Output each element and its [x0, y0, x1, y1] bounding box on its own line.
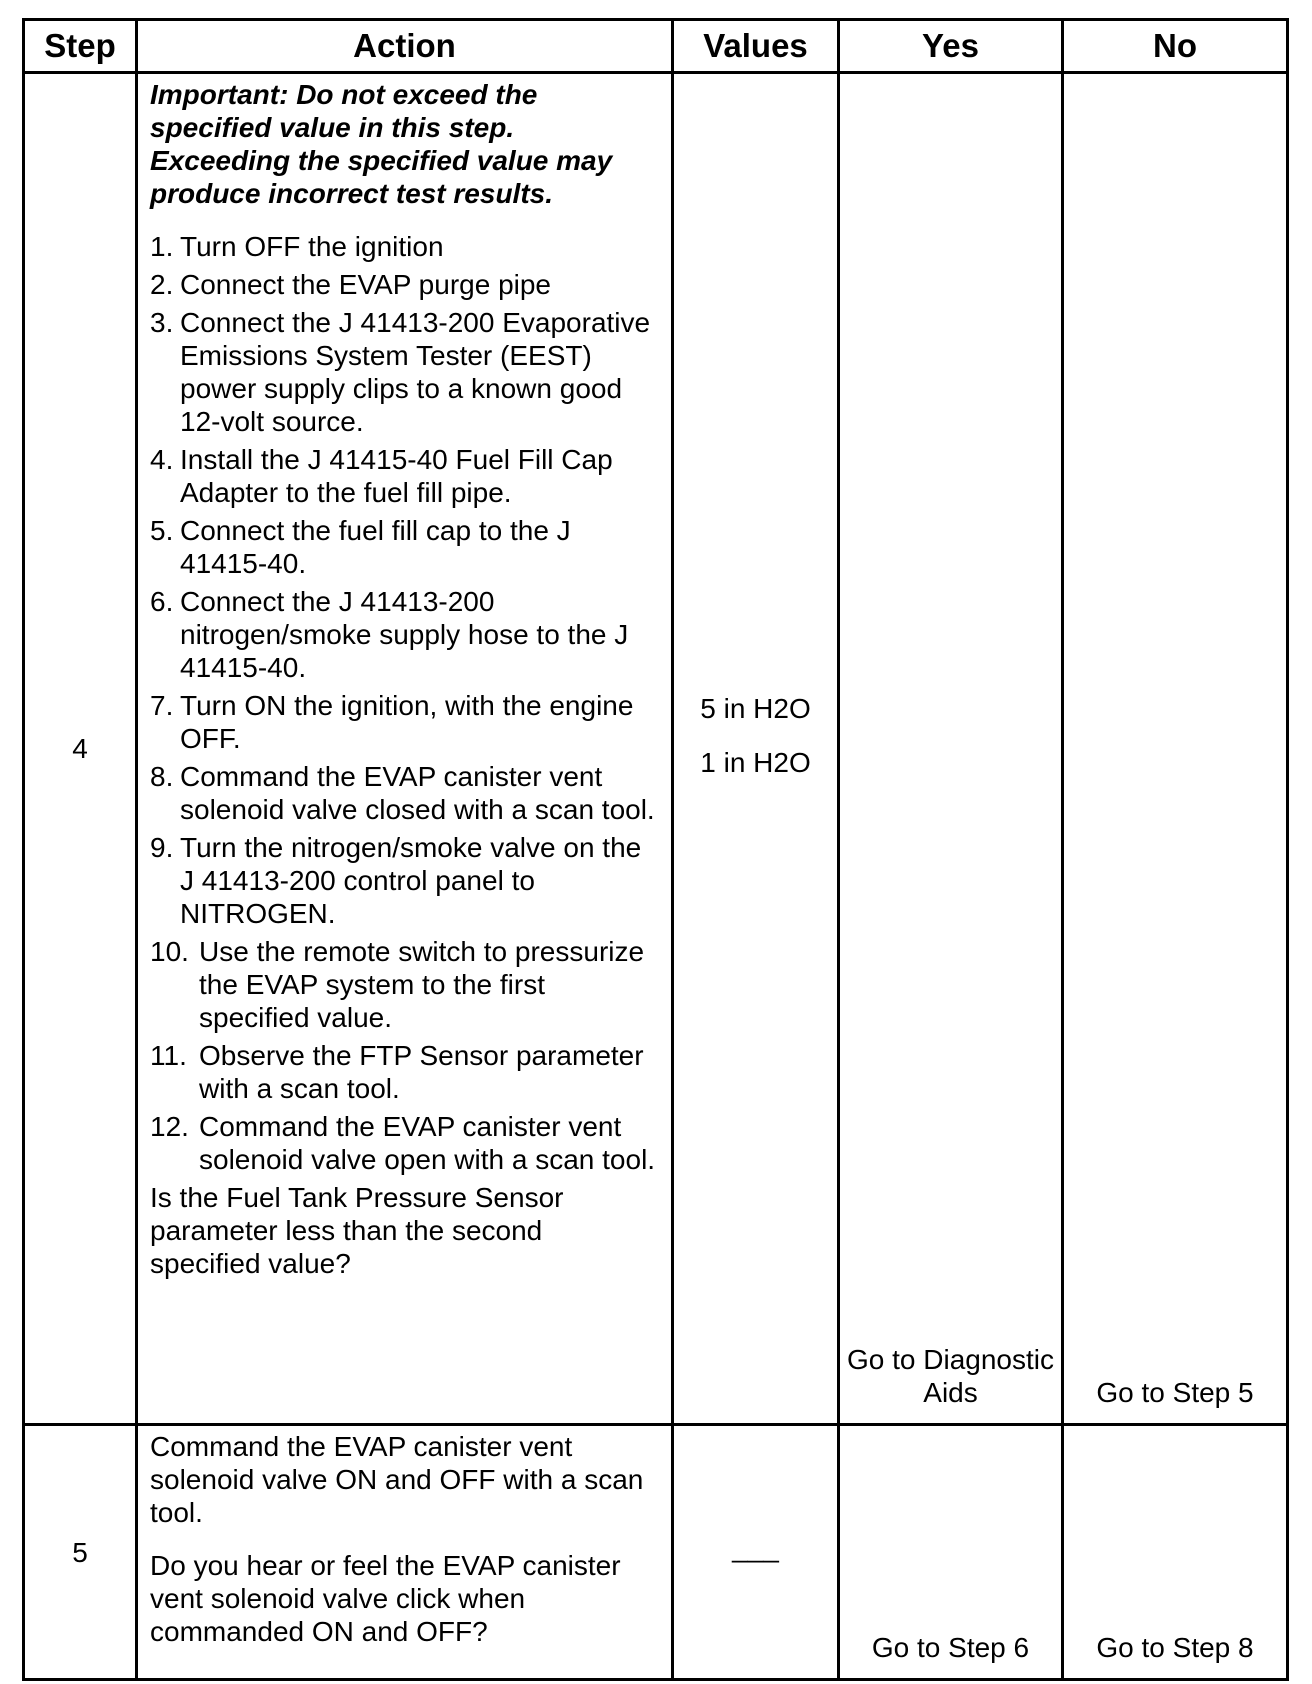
header-no: No [1063, 20, 1288, 73]
step-number: 4 [24, 73, 137, 1425]
action-cell [137, 73, 673, 1425]
header-row [24, 20, 1288, 73]
values-cell [673, 73, 839, 1425]
header-action: Action [137, 20, 673, 73]
table-row-step-5 [24, 1425, 1288, 1680]
yes-cell: Go to Step 6 [839, 1425, 1063, 1680]
action-cell [137, 1425, 673, 1680]
list-item: 5. Connect the fuel fill cap to the J 41415-40. [150, 515, 571, 579]
yes-cell: Go to Diagnostic Aids [839, 73, 1063, 1425]
important-note: Important: Do not exceed the specified value in this step. Exceeding the specified value may produce incorrect test results. [150, 79, 613, 209]
first-specified-value: 5 in H2O [700, 693, 811, 724]
step-number: 5 [24, 1425, 137, 1680]
no-cell: Go to Step 5 [1063, 73, 1288, 1425]
list-item: 4. Install the J 41415-40 Fuel Fill Cap Adapter to the fuel fill pipe. [150, 444, 613, 508]
header-values: Values [673, 20, 839, 73]
action-text: Command the EVAP canister vent solenoid valve ON and OFF with a scan tool. [150, 1431, 644, 1528]
no-cell: Go to Step 8 [1063, 1425, 1288, 1680]
list-item: 6. Connect the J 41413-200 nitrogen/smoke supply hose to the J 41415-40. [150, 586, 629, 683]
table-row-step-4 [24, 73, 1288, 1425]
list-item: 1. Turn OFF the ignition [150, 231, 444, 262]
value-placeholder: ___ [732, 1532, 779, 1563]
question-text: Is the Fuel Tank Pressure Sensor parameter less than the second specified value? [150, 1182, 564, 1279]
list-item: 12. Command the EVAP canister vent solenoid valve open with a scan tool. [150, 1111, 656, 1175]
list-item: 11. Observe the FTP Sensor parameter with a scan tool. [150, 1040, 644, 1104]
header-step: Step [24, 20, 137, 73]
diagnostic-table [22, 18, 1289, 1681]
list-item: 9. Turn the nitrogen/smoke valve on the J 41413-200 control panel to NITROGEN. [150, 832, 642, 929]
values-cell [673, 1425, 839, 1680]
procedure-list [150, 230, 659, 1176]
list-item: 10. Use the remote switch to pressurize the EVAP system to the first specified value. [150, 936, 645, 1033]
question-text: Do you hear or feel the EVAP canister vent solenoid valve click when commanded ON and OFF? [150, 1550, 621, 1647]
list-item: 8. Command the EVAP canister vent solenoid valve closed with a scan tool. [150, 761, 655, 825]
header-yes: Yes [839, 20, 1063, 73]
list-item: 7. Turn ON the ignition, with the engine OFF. [150, 690, 634, 754]
list-item: 2. Connect the EVAP purge pipe [150, 269, 551, 300]
second-specified-value: 1 in H2O [700, 747, 811, 778]
list-item: 3. Connect the J 41413-200 Evaporative Emissions System Tester (EEST) power supply clips to a known good 12-volt source. [150, 307, 651, 437]
